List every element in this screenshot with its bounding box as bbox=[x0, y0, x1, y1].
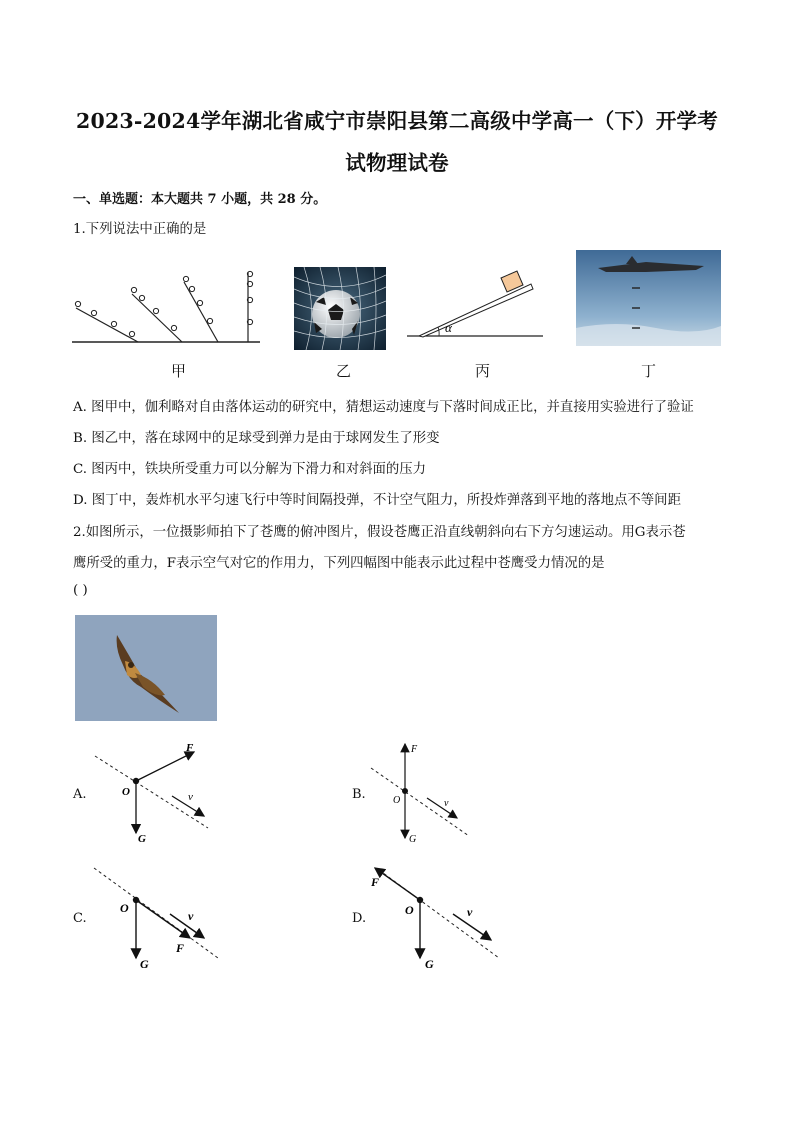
vector-G-label: G bbox=[138, 833, 146, 845]
label-bing: 丙 bbox=[475, 362, 491, 380]
answer-paren: ( ) bbox=[73, 583, 88, 598]
point-O-label: O bbox=[405, 903, 414, 917]
label-ding: 丁 bbox=[641, 362, 657, 380]
eagle-photo bbox=[75, 615, 217, 721]
option-c-label: C. bbox=[73, 911, 87, 926]
option-a-diagram bbox=[90, 738, 220, 848]
question-2-stem-1: 2.如图所示，一位摄影师拍下了苍鹰的俯冲图片，假设苍鹰正沿直线朝斜向右下方匀速运动。用G表示苍 bbox=[73, 525, 686, 540]
label-yi: 乙 bbox=[336, 362, 352, 380]
question-2-stem-2: 鹰所受的重力，F表示空气对它的作用力，下列四幅图中能表示此过程中苍鹰受力情况的是 bbox=[73, 556, 605, 571]
vector-G-label: G bbox=[409, 834, 417, 845]
option-d-label: D. bbox=[352, 911, 367, 926]
label-jia: 甲 bbox=[171, 362, 187, 380]
vector-F-label: F bbox=[371, 875, 380, 889]
point-O-label: O bbox=[122, 786, 130, 798]
vector-G-label: G bbox=[425, 957, 434, 971]
figure-bing-incline bbox=[405, 265, 545, 340]
q1-option-d: D. 图丁中，轰炸机水平匀速飞行中等时间隔投弹，不计空气阻力，所投炸弹落到平地的落地点不等间距 bbox=[73, 493, 681, 508]
q1-option-a: A. 图甲中，伽利略对自由落体运动的研究中，猜想运动速度与下落时间成正比，并直接用实验进行了验证 bbox=[73, 400, 694, 415]
vector-v-label: v bbox=[188, 791, 193, 803]
point-O-label: O bbox=[393, 795, 401, 806]
option-b-diagram bbox=[365, 738, 485, 848]
exam-title-line1: 2023-2024学年湖北省咸宁市崇阳县第二高级中学高一（下）开学考 bbox=[76, 109, 718, 133]
vector-G-label: G bbox=[140, 957, 149, 971]
vector-F-label: F bbox=[411, 744, 418, 755]
option-c-diagram bbox=[90, 862, 225, 972]
exam-title-line2: 试物理试卷 bbox=[345, 151, 449, 175]
figure-jia-inclines bbox=[72, 270, 262, 345]
question-1-stem: 1.下列说法中正确的是 bbox=[73, 222, 207, 237]
vector-F-label: F bbox=[186, 742, 194, 754]
vector-v-label: v bbox=[467, 905, 473, 919]
option-b-label: B. bbox=[352, 787, 366, 802]
section-heading: 一、单选题：本大题共 7 小题，共 28 分。 bbox=[73, 192, 327, 207]
point-O-label: O bbox=[120, 901, 129, 915]
vector-v-label: v bbox=[188, 909, 194, 923]
vector-F-label: F bbox=[176, 941, 185, 955]
q1-option-c: C. 图丙中，铁块所受重力可以分解为下滑力和对斜面的压力 bbox=[73, 462, 427, 477]
figure-ding-bomber bbox=[576, 250, 721, 346]
q1-option-b: B. 图乙中，落在球网中的足球受到弹力是由于球网发生了形变 bbox=[73, 431, 440, 446]
option-a-label: A. bbox=[73, 787, 87, 802]
incline-angle-label: α bbox=[445, 320, 452, 335]
vector-v-label: v bbox=[444, 798, 449, 809]
figure-yi-soccer-net bbox=[294, 267, 386, 350]
option-d-diagram bbox=[365, 862, 505, 972]
